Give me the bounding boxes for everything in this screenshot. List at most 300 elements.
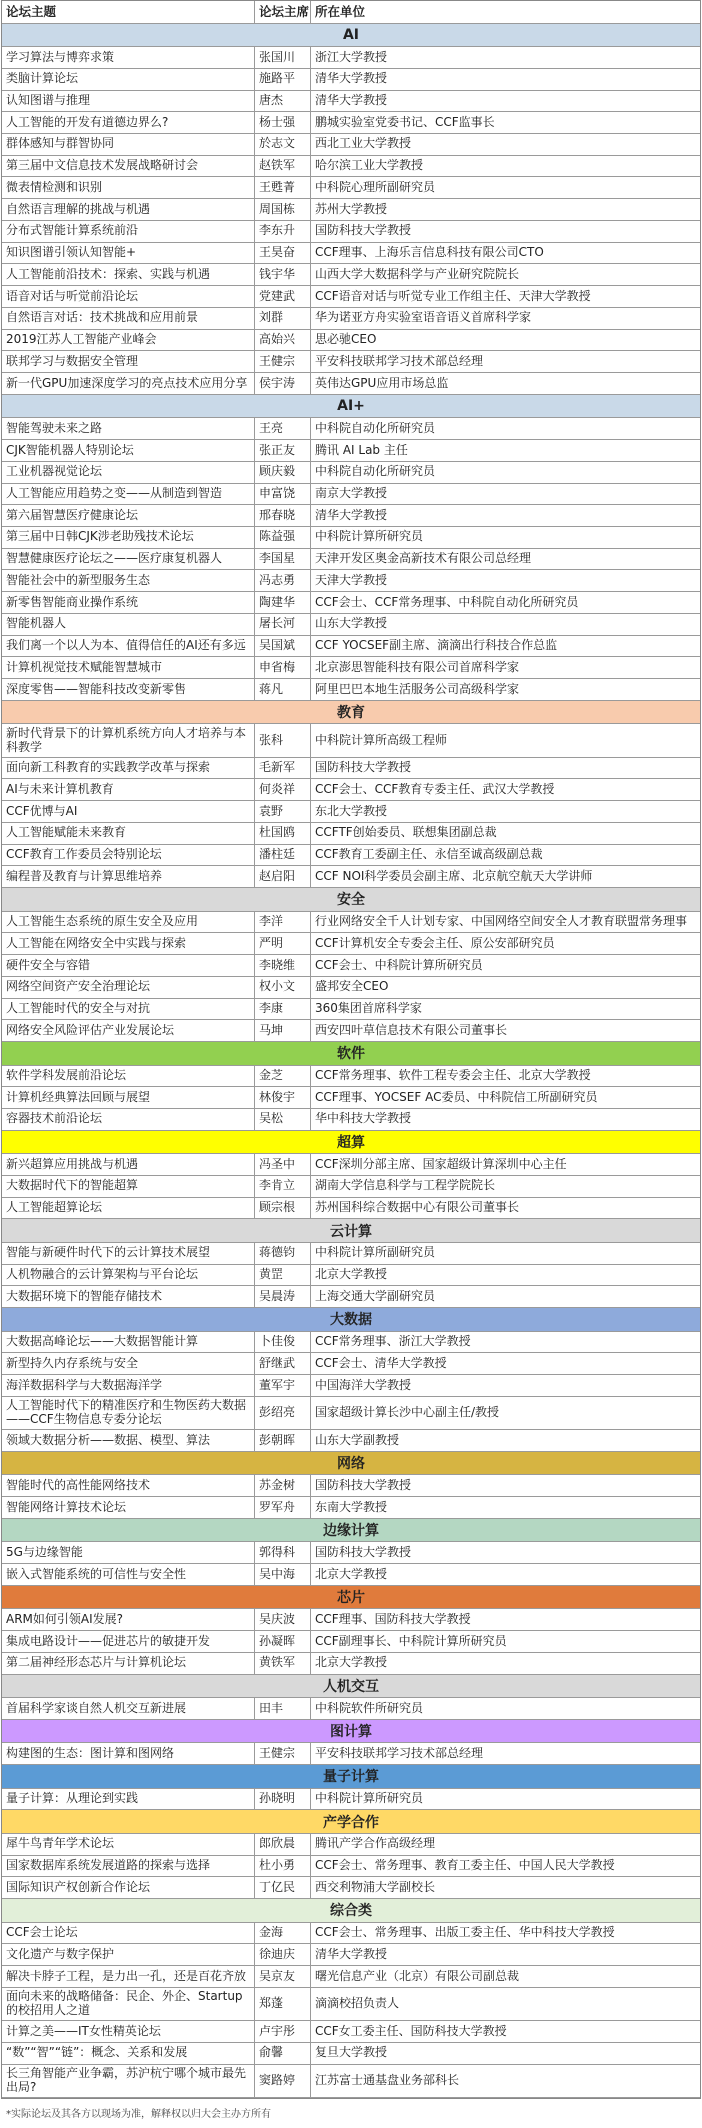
forum-chair: 於志文 (255, 134, 311, 155)
table-row (2, 1375, 700, 1397)
table-row (2, 1609, 700, 1631)
forum-unit: CCF女工委主任、国防科技大学教授 (315, 2023, 507, 2038)
forum-chair: 吴庆波 (255, 1609, 311, 1630)
forum-chair: 杨士强 (255, 112, 311, 133)
forum-chair: 黄罡 (255, 1265, 311, 1286)
forum-unit: 中科院自动化所研究员 (315, 464, 436, 479)
table-row (2, 1198, 700, 1220)
forum-chair: 侯宇涛 (255, 373, 311, 394)
forum-unit: 山东大学副教授 (315, 1432, 400, 1447)
table-row (2, 1020, 700, 1042)
forum-topic: 文化遗产与数字保护 (2, 1944, 255, 1965)
table-row (2, 243, 700, 265)
table-row (2, 779, 700, 801)
table-row (2, 1087, 700, 1109)
forum-chair: 陶建华 (255, 592, 311, 613)
table-row (2, 592, 700, 614)
section-header: 芯片 (2, 1586, 700, 1610)
forum-chair: 钱宇华 (255, 264, 311, 285)
forum-unit: 中国海洋大学教授 (315, 1377, 412, 1392)
forum-unit: 国防科技大学教授 (315, 223, 412, 238)
forum-chair: 俞馨 (255, 2043, 311, 2064)
forum-topic: 计算之美——IT女性精英论坛 (2, 2021, 255, 2042)
forum-topic: 面向新工科教育的实践教学改革与探索 (2, 758, 255, 779)
forum-unit: CCF深圳分部主席、国家超级计算深圳中心主任 (315, 1156, 567, 1171)
forum-unit: 西北工业大学教授 (315, 136, 412, 151)
table-row (2, 1966, 700, 1988)
forum-unit: 复旦大学教授 (315, 2045, 388, 2060)
table-row (2, 2043, 700, 2065)
forum-topic: 硬件安全与容错 (2, 955, 255, 976)
forum-chair: 彭朝晖 (255, 1430, 311, 1451)
table-row (2, 91, 700, 113)
forum-chair: 高始兴 (255, 330, 311, 351)
table-row (2, 1789, 700, 1811)
section-header: 大数据 (2, 1308, 700, 1332)
forum-unit: 苏州国科综合数据中心有限公司董事长 (315, 1200, 520, 1215)
section-header: 超算 (2, 1131, 700, 1155)
forum-topic: 知识图谱引领认知智能+ (2, 243, 255, 264)
forum-unit: 西交利物浦大学副校长 (315, 1879, 436, 1894)
forum-topic: 新时代背景下的计算机系统方向人才培养与本科教学 (2, 724, 255, 756)
forum-unit: 国防科技大学教授 (315, 1544, 412, 1559)
forum-chair: 董军宇 (255, 1375, 311, 1396)
forum-unit: 腾讯 AI Lab 主任 (315, 442, 408, 457)
header-chair: 论坛主席 (255, 1, 311, 23)
forum-topic: 5G与边缘智能 (2, 1542, 255, 1563)
forum-chair: 李肯立 (255, 1176, 311, 1197)
forum-chair: 郭得科 (255, 1542, 311, 1563)
table-row (2, 570, 700, 592)
forum-unit: 盛邦安全CEO (315, 979, 389, 994)
table-row (2, 308, 700, 330)
table-row (2, 614, 700, 636)
forum-topic: 第三届中文信息技术发展战略研讨会 (2, 156, 255, 177)
forum-unit: 北京大学教授 (315, 1267, 388, 1282)
forum-unit: 浙江大学教授 (315, 49, 388, 64)
forum-chair: 冯志勇 (255, 570, 311, 591)
table-row (2, 1332, 700, 1354)
forum-unit: CCF理事、YOCSEF AC委员、中科院信工所副研究员 (315, 1089, 598, 1104)
table-row (2, 1265, 700, 1287)
forum-topic: 人工智能前沿技术：探索、实践与机遇 (2, 264, 255, 285)
forum-unit: 清华大学教授 (315, 507, 388, 522)
forum-topic: 网络安全风险评估产业发展论坛 (2, 1020, 255, 1041)
forum-topic: 智慧健康医疗论坛之——医疗康复机器人 (2, 549, 255, 570)
forum-unit: CCF计算机安全专委会主任、原公安部研究员 (315, 935, 555, 950)
section-header: 边缘计算 (2, 1519, 700, 1543)
forum-chair: 孙晓明 (255, 1789, 311, 1810)
section-header: 产学合作 (2, 1810, 700, 1834)
forum-unit: 滴滴校招负责人 (315, 1996, 400, 2011)
forum-chair: 申省梅 (255, 657, 311, 678)
section-header: 软件 (2, 1042, 700, 1066)
forum-topic: 类脑计算论坛 (2, 69, 255, 90)
forum-topic: 2019江苏人工智能产业峰会 (2, 330, 255, 351)
forum-unit: 思必驰CEO (315, 332, 377, 347)
table-row (2, 112, 700, 134)
forum-topic: 认知图谱与推理 (2, 91, 255, 112)
forum-unit: 山西大学大数据科学与产业研究院院长 (315, 266, 520, 281)
forum-unit: 国防科技大学教授 (315, 760, 412, 775)
forum-topic: 国际知识产权创新合作论坛 (2, 1877, 255, 1898)
forum-topic: 构建图的生态：图计算和图网络 (2, 1743, 255, 1764)
forum-unit: 北京大学教授 (315, 1655, 388, 1670)
table-row (2, 1475, 700, 1497)
forum-unit: CCF副理事长、中科院计算所研究员 (315, 1633, 507, 1648)
forum-unit: 东南大学教授 (315, 1499, 388, 1514)
forum-unit: 天津大学教授 (315, 572, 388, 587)
forum-chair: 郑蓬 (255, 1988, 311, 2020)
forum-chair: 冯圣中 (255, 1154, 311, 1175)
forum-chair: 严明 (255, 933, 311, 954)
table-row (2, 505, 700, 527)
table-row (2, 1631, 700, 1653)
table-header (2, 1, 700, 24)
forum-topic: 人工智能超算论坛 (2, 1198, 255, 1219)
forum-chair: 张国川 (255, 47, 311, 68)
table-row (2, 1834, 700, 1856)
forum-chair: 唐杰 (255, 91, 311, 112)
forum-topic: 网络空间资产安全治理论坛 (2, 977, 255, 998)
forum-unit: CCF常务理事、软件工程专委会主任、北京大学教授 (315, 1068, 591, 1082)
table-row (2, 823, 700, 845)
forum-chair: 金芝 (255, 1066, 311, 1087)
forum-unit: 华为诺亚方舟实验室语音语义首席科学家 (315, 310, 532, 325)
forum-topic: 智能时代的高性能网络技术 (2, 1475, 255, 1496)
forum-chair: 施路平 (255, 69, 311, 90)
table-row (2, 549, 700, 571)
header-topic: 论坛主题 (2, 1, 255, 23)
forum-unit: 中科院心理所副研究员 (315, 179, 436, 194)
forum-chair: 赵启阳 (255, 866, 311, 887)
forum-unit: CCF NOI科学委员会副主席、北京航空航天大学讲师 (315, 868, 593, 883)
header-unit: 所在单位 (315, 3, 366, 19)
forum-chair: 邢春晓 (255, 505, 311, 526)
forum-chair: 杜小勇 (255, 1856, 311, 1877)
forum-unit: CCF会士、CCF常务理事、中科院自动化所研究员 (315, 594, 579, 609)
forum-topic: 大数据高峰论坛——大数据智能计算 (2, 1332, 255, 1353)
forum-unit: 东北大学教授 (315, 803, 388, 818)
forum-unit: CCF理事、国防科技大学教授 (315, 1611, 471, 1626)
table-row (2, 758, 700, 780)
forum-topic: 新型持久内存系统与安全 (2, 1353, 255, 1374)
forum-topic: 智能与新硬件时代下的云计算技术展望 (2, 1243, 255, 1264)
forum-chair: 袁野 (255, 801, 311, 822)
forum-chair: 王健宗 (255, 1743, 311, 1764)
forum-topic: 智能社会中的新型服务生态 (2, 570, 255, 591)
forum-topic: CJK智能机器人特别论坛 (2, 440, 255, 461)
table-row (2, 977, 700, 999)
forum-topic: 我们离一个以人为本、值得信任的AI还有多远 (2, 636, 255, 657)
forum-unit: CCF会士、清华大学教授 (315, 1355, 447, 1370)
forum-topic: 人工智能应用趋势之变——从制造到智造 (2, 484, 255, 505)
forum-unit: 上海交通大学副研究员 (315, 1288, 436, 1303)
forum-topic: 人工智能在网络安全中实践与探索 (2, 933, 255, 954)
forum-topic: CCF优博与AI (2, 801, 255, 822)
table-row (2, 134, 700, 156)
forum-topic: 智能网络计算技术论坛 (2, 1497, 255, 1518)
table-row (2, 286, 700, 308)
forum-chair: 卜佳俊 (255, 1332, 311, 1353)
table-row (2, 866, 700, 888)
table-row (2, 999, 700, 1021)
table-row (2, 1988, 700, 2021)
section-header: 图计算 (2, 1720, 700, 1744)
forum-topic: 深度零售——智能科技改变新零售 (2, 679, 255, 700)
table-row (2, 177, 700, 199)
table-row (2, 912, 700, 934)
forum-topic: 学习算法与博弈求策 (2, 47, 255, 68)
table-row (2, 373, 700, 395)
forum-unit: 西安四叶草信息技术有限公司董事长 (315, 1022, 508, 1037)
forum-topic: 人工智能时代的安全与对抗 (2, 999, 255, 1020)
section-header: 综合类 (2, 1899, 700, 1923)
forum-chair: 吴京友 (255, 1966, 311, 1987)
forum-unit: CCF会士、常务理事、出版工委主任、华中科技大学教授 (315, 1925, 615, 1940)
forum-chair: 王昊奋 (255, 243, 311, 264)
forum-chair: 吴晨涛 (255, 1286, 311, 1307)
forum-unit: 湖南大学信息科学与工程学院院长 (315, 1178, 496, 1193)
forum-topic: 容器技术前沿论坛 (2, 1109, 255, 1130)
section-header: AI (2, 24, 700, 48)
forum-chair: 卢宇彤 (255, 2021, 311, 2042)
forum-chair: 彭绍亮 (255, 1397, 311, 1429)
forum-chair: 舒继武 (255, 1353, 311, 1374)
forum-unit: 鹏城实验室党委书记、CCF监事长 (315, 114, 495, 129)
table-row (2, 1353, 700, 1375)
table-row (2, 527, 700, 549)
forum-topic: 工业机器视觉论坛 (2, 462, 255, 483)
forum-topic: 人工智能时代下的精准医疗和生物医药大数据——CCF生物信息专委分论坛 (2, 1397, 255, 1429)
forum-topic: 联邦学习与数据安全管理 (2, 351, 255, 372)
forum-topic: 首届科学家谈自然人机交互新进展 (2, 1698, 255, 1719)
table-row (2, 1698, 700, 1720)
table-row (2, 801, 700, 823)
table-row (2, 1944, 700, 1966)
forum-unit: 北京澎思智能科技有限公司首席科学家 (315, 659, 520, 674)
forum-topic: 自然语言对话：技术挑战和应用前景 (2, 308, 255, 329)
forum-unit: 国家超级计算长沙中心副主任/教授 (315, 1405, 500, 1420)
table-row (2, 1176, 700, 1198)
forum-unit: 曙光信息产业（北京）有限公司副总裁 (315, 1968, 520, 1983)
table-row (2, 264, 700, 286)
table-row (2, 724, 700, 757)
forum-unit: CCF教育工委副主任、永信至诚高级副总裁 (315, 847, 543, 862)
table-row (2, 2021, 700, 2043)
table-row (2, 440, 700, 462)
forum-topic: 人工智能生态系统的原生安全及应用 (2, 912, 255, 933)
forum-chair: 马坤 (255, 1020, 311, 1041)
forum-chair: 孙凝晖 (255, 1631, 311, 1652)
table-row (2, 1856, 700, 1878)
forum-unit: 行业网络安全千人计划专家、中国网络空间安全人才教育联盟常务理事 (315, 914, 688, 929)
forum-unit: CCF YOCSEF副主席、滴滴出行科技合作总监 (315, 638, 558, 653)
forum-topic: 新一代GPU加速深度学习的亮点技术应用分享 (2, 373, 255, 394)
forum-topic: 微表情检测和识别 (2, 177, 255, 198)
forum-unit: 山东大学教授 (315, 616, 388, 631)
forum-unit: 哈尔滨工业大学教授 (315, 158, 424, 173)
forum-unit: 江苏富士通基盘业务部科长 (315, 2072, 460, 2087)
section-header: 网络 (2, 1452, 700, 1476)
forum-chair: 黄铁军 (255, 1653, 311, 1674)
forum-unit: CCF会士、中科院计算所研究员 (315, 957, 483, 972)
section-header: AI+ (2, 395, 700, 419)
table-row (2, 1497, 700, 1519)
forum-chair: 张正友 (255, 440, 311, 461)
forum-unit: 平安科技联邦学习技术部总经理 (315, 1745, 484, 1760)
table-row (2, 1286, 700, 1308)
forum-topic: ARM如何引领AI发展? (2, 1609, 255, 1630)
forum-chair: 毛新军 (255, 758, 311, 779)
forum-chair: 林俊宇 (255, 1087, 311, 1108)
forum-topic: 国家数据库系统发展道路的探索与选择 (2, 1856, 255, 1877)
forum-topic: 分布式智能计算系统前沿 (2, 221, 255, 242)
table-row (2, 330, 700, 352)
table-row (2, 1243, 700, 1265)
forum-unit: 清华大学教授 (315, 92, 388, 107)
forum-chair: 窦路婷 (255, 2065, 311, 2097)
forum-topic: 智能机器人 (2, 614, 255, 635)
forum-chair: 赵铁军 (255, 156, 311, 177)
section-header: 云计算 (2, 1219, 700, 1243)
forum-topic: 大数据环境下的智能存储技术 (2, 1286, 255, 1307)
forum-chair: 潘柱廷 (255, 845, 311, 866)
forum-unit: CCF会士、CCF教育专委主任、武汉大学教授 (315, 781, 555, 796)
forum-topic: 第六届智慧医疗健康论坛 (2, 505, 255, 526)
forum-chair: 党建武 (255, 286, 311, 307)
forum-topic: 解决卡脖子工程，是力出一孔，还是百花齐放 (2, 1966, 255, 1987)
section-header: 安全 (2, 888, 700, 912)
forum-unit: 阿里巴巴本地生活服务公司高级科学家 (315, 681, 520, 696)
forum-unit: 天津开发区奥金高新技术有限公司总经理 (315, 551, 532, 566)
forum-chair: 陈益强 (255, 527, 311, 548)
forum-unit: 清华大学教授 (315, 1946, 388, 1961)
table-row (2, 657, 700, 679)
forum-chair: 苏金树 (255, 1475, 311, 1496)
forum-chair: 田丰 (255, 1698, 311, 1719)
table-row (2, 1653, 700, 1675)
forum-topic: 人工智能的开发有道德边界么? (2, 112, 255, 133)
forum-chair: 吴中海 (255, 1564, 311, 1585)
forum-chair: 金海 (255, 1923, 311, 1944)
forum-unit: CCFTF创始委员、联想集团副总裁 (315, 825, 497, 840)
table-row (2, 636, 700, 658)
forum-chair: 李国星 (255, 549, 311, 570)
forum-unit: CCF语音对话与听觉专业工作组主任、天津大学教授 (315, 288, 591, 303)
forum-unit: CCF理事、上海乐言信息科技有限公司CTO (315, 245, 544, 260)
forum-topic: 软件学科发展前沿论坛 (2, 1066, 255, 1087)
forum-topic: 大数据时代下的智能超算 (2, 1176, 255, 1197)
table-row (2, 221, 700, 243)
forum-topic: 计算机经典算法回顾与展望 (2, 1087, 255, 1108)
forum-topic: 长三角智能产业争霸，苏沪杭宁哪个城市最先出局? (2, 2065, 255, 2097)
table-row (2, 1154, 700, 1176)
table-row (2, 1109, 700, 1131)
forum-unit: 中科院计算所研究员 (315, 1791, 424, 1806)
forum-chair: 吴国斌 (255, 636, 311, 657)
forum-unit: 中科院软件所研究员 (315, 1700, 424, 1715)
table-row (2, 1542, 700, 1564)
forum-chair: 郎欣晨 (255, 1834, 311, 1855)
forum-chair: 刘群 (255, 308, 311, 329)
forum-chair: 周国栋 (255, 199, 311, 220)
forum-topic: 人工智能赋能未来教育 (2, 823, 255, 844)
forum-unit: 中科院计算所副研究员 (315, 1245, 436, 1260)
forum-chair: 王亮 (255, 418, 311, 439)
forum-topic: AI与未来计算机教育 (2, 779, 255, 800)
forum-unit: 中科院计算所高级工程师 (315, 732, 448, 747)
table-row (2, 679, 700, 701)
forum-chair: 申富饶 (255, 484, 311, 505)
forum-topic: 群体感知与群智协同 (2, 134, 255, 155)
forum-topic: 第三届中日韩CJK涉老助残技术论坛 (2, 527, 255, 548)
forum-chair: 蒋凡 (255, 679, 311, 700)
forum-topic: CCF会士论坛 (2, 1923, 255, 1944)
forum-unit: 腾讯产学合作高级经理 (315, 1836, 436, 1851)
forum-chair: 吴松 (255, 1109, 311, 1130)
forum-topic: 集成电路设计——促进芯片的敏捷开发 (2, 1631, 255, 1652)
forum-topic: 语音对话与听觉前沿论坛 (2, 286, 255, 307)
forum-chair: 罗军舟 (255, 1497, 311, 1518)
forum-topic: “数”“智”“链”：概念、关系和发展 (2, 2043, 255, 2064)
table-row (2, 199, 700, 221)
table-row (2, 47, 700, 69)
table-row (2, 1743, 700, 1765)
table-row (2, 156, 700, 178)
forum-chair: 李康 (255, 999, 311, 1020)
table-row (2, 484, 700, 506)
forum-unit: 苏州大学教授 (315, 201, 388, 216)
forum-topic: 海洋数据科学与大数据海洋学 (2, 1375, 255, 1396)
forum-topic: 量子计算：从理论到实践 (2, 1789, 255, 1810)
table-row (2, 845, 700, 867)
forum-chair: 李东升 (255, 221, 311, 242)
forum-chair: 丁亿民 (255, 1877, 311, 1898)
forum-topic: 计算机视觉技术赋能智慧城市 (2, 657, 255, 678)
forum-chair: 王甦菁 (255, 177, 311, 198)
forum-topic: 智能驾驶未来之路 (2, 418, 255, 439)
section-header: 人机交互 (2, 1675, 700, 1699)
forum-topic: 嵌入式智能系统的可信性与安全性 (2, 1564, 255, 1585)
forum-unit: 北京大学教授 (315, 1566, 388, 1581)
forum-topic: 人机物融合的云计算架构与平台论坛 (2, 1265, 255, 1286)
forum-topic: 新零售智能商业操作系统 (2, 592, 255, 613)
forum-chair: 李洋 (255, 912, 311, 933)
forum-chair: 徐迪庆 (255, 1944, 311, 1965)
forum-chair: 李晓维 (255, 955, 311, 976)
forum-topic: 领域大数据分析——数据、模型、算法 (2, 1430, 255, 1451)
forum-unit: 平安科技联邦学习技术部总经理 (315, 353, 484, 368)
table-row (2, 933, 700, 955)
forum-unit: 360集团首席科学家 (315, 1001, 422, 1016)
forum-chair: 蒋德钧 (255, 1243, 311, 1264)
footnote: *实际论坛及其各方以现场为准，解释权以归大会主办方所有 (6, 2108, 271, 2120)
forum-chair: 张科 (255, 724, 311, 756)
forum-topic: 自然语言理解的挑战与机遇 (2, 199, 255, 220)
forum-unit: 英伟达GPU应用市场总监 (315, 375, 449, 390)
forum-unit: 华中科技大学教授 (315, 1111, 412, 1126)
forum-chair: 何炎祥 (255, 779, 311, 800)
forum-topic: 犀牛鸟青年学术论坛 (2, 1834, 255, 1855)
table-row (2, 1430, 700, 1452)
section-header: 量子计算 (2, 1765, 700, 1789)
forum-unit: CCF会士、常务理事、教育工委主任、中国人民大学教授 (315, 1858, 615, 1873)
forum-topic: 新兴超算应用挑战与机遇 (2, 1154, 255, 1175)
table-row (2, 2065, 700, 2098)
table-row (2, 1397, 700, 1430)
forum-unit: 国防科技大学教授 (315, 1477, 412, 1492)
